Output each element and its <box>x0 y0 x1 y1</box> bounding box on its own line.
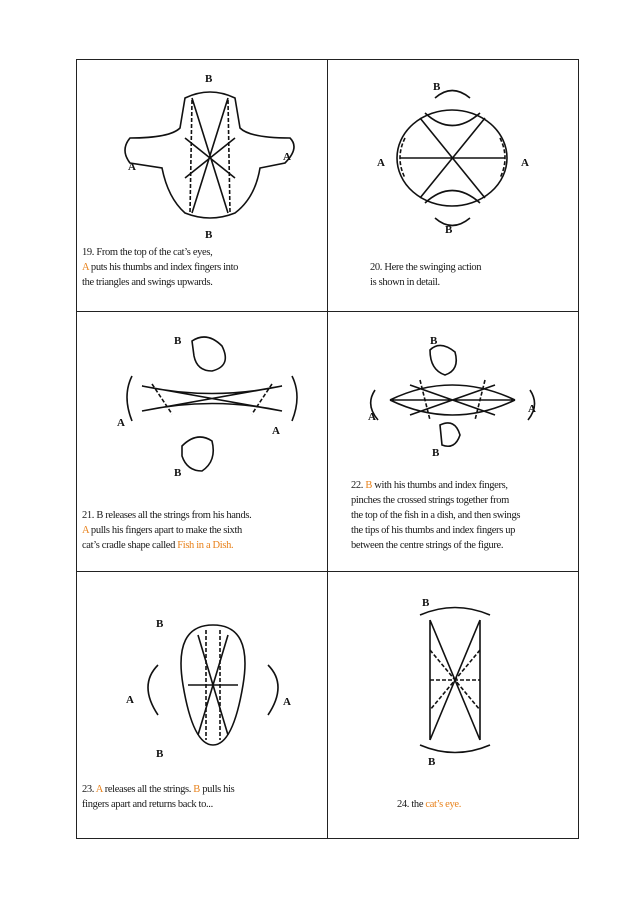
caption-line <box>370 260 481 275</box>
caption-text: the triangles and swings upwards. <box>82 277 213 288</box>
label-b-top: B <box>430 335 438 347</box>
caption-text: fingers apart and returns back to... <box>82 799 213 810</box>
caption-highlight: A <box>82 262 89 273</box>
caption-highlight: B <box>193 784 200 795</box>
illustration-22 <box>360 330 545 465</box>
caption-line <box>397 797 461 812</box>
caption-text: 21. B releases all the strings from his hands. <box>82 510 252 521</box>
caption-text: pulls his fingers apart to make the sixth <box>88 525 242 536</box>
caption-text: the tips of his thumbs and index fingers up <box>351 525 516 536</box>
label-b-bottom: B <box>156 748 164 760</box>
illustration-23 <box>118 605 308 765</box>
illustration-24 <box>400 590 510 770</box>
label-b-bottom: B <box>432 447 440 459</box>
caption-text: the top of the fish in a dish, and then swings <box>351 510 521 521</box>
label-b-top: B <box>433 81 441 93</box>
illustration-19 <box>110 68 310 243</box>
caption-highlight: cat’s eye. <box>425 799 461 810</box>
label-a-right: A <box>283 696 291 708</box>
label-b-bottom: B <box>205 229 213 241</box>
label-a-left: A <box>126 694 134 706</box>
label-a-right: A <box>521 157 529 169</box>
caption-23 <box>82 782 234 812</box>
caption-text: puts his thumbs and index fingers into <box>88 262 239 273</box>
caption-line <box>351 523 520 538</box>
caption-22 <box>351 478 520 553</box>
illustration-20 <box>365 78 540 238</box>
label-a-left: A <box>368 411 376 423</box>
caption-text: pinches the crossed strings together from <box>351 495 509 506</box>
caption-text: between the centre strings of the figure. <box>351 540 504 551</box>
label-a-right: A <box>283 151 291 163</box>
caption-text: with his thumbs and index fingers, <box>372 480 508 491</box>
caption-line <box>351 538 520 553</box>
illustration-21 <box>112 326 312 486</box>
caption-highlight: A <box>82 525 89 536</box>
label-b-bottom: B <box>174 467 182 479</box>
caption-text: is shown in detail. <box>370 277 440 288</box>
label-b-top: B <box>422 597 430 609</box>
caption-line <box>82 245 238 260</box>
caption-highlight: Fish in a Dish. <box>177 540 234 551</box>
caption-line <box>370 275 481 290</box>
caption-text: 19. From the top of the cat’s eyes, <box>82 247 213 258</box>
caption-line <box>82 275 238 290</box>
label-a-right: A <box>272 425 280 437</box>
label-a-left: A <box>377 157 385 169</box>
caption-highlight: A <box>95 784 103 795</box>
label-b-top: B <box>174 335 182 347</box>
caption-21 <box>82 508 251 553</box>
caption-text: 24. the <box>397 799 426 810</box>
label-a-left: A <box>117 417 125 429</box>
label-a-right: A <box>528 403 536 415</box>
caption-line <box>351 508 520 523</box>
caption-line <box>82 797 234 812</box>
caption-text: releases all the strings. <box>102 784 194 795</box>
caption-text: 23. <box>82 784 96 795</box>
caption-line <box>82 782 234 797</box>
label-b-top: B <box>156 618 164 630</box>
label-a-left: A <box>128 161 136 173</box>
caption-24 <box>397 797 461 812</box>
caption-line <box>82 523 251 538</box>
caption-line <box>351 493 520 508</box>
caption-text: cat’s cradle shape called <box>82 540 178 551</box>
caption-line <box>82 260 238 275</box>
column-divider <box>327 59 328 839</box>
caption-highlight: B <box>365 480 373 491</box>
label-b-top: B <box>205 73 213 85</box>
caption-text: 20. Here the swinging action <box>370 262 482 273</box>
caption-19 <box>82 245 238 290</box>
caption-line <box>82 538 251 553</box>
caption-line <box>351 478 520 493</box>
label-b-bottom: B <box>428 756 436 768</box>
caption-20 <box>370 260 481 290</box>
label-b-bottom: B <box>445 224 453 236</box>
caption-text: pulls his <box>199 784 235 795</box>
caption-line <box>82 508 251 523</box>
caption-text: 22. <box>351 480 366 491</box>
